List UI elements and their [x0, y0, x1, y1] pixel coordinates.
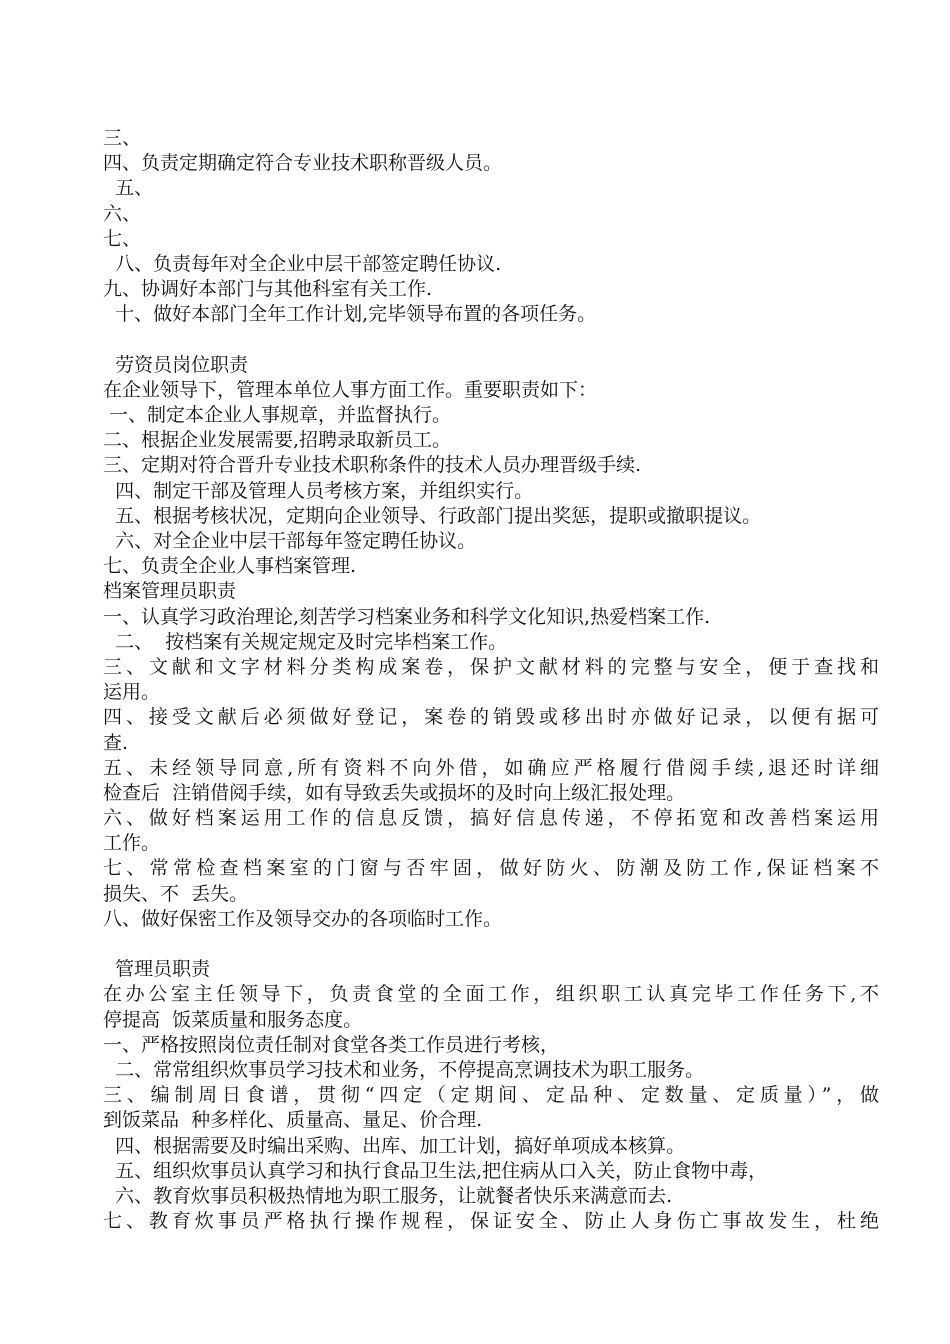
- duty-item: 三、: [103, 127, 142, 149]
- duty-item: 五、组织炊事员认真学习和执行食品卫生法,把住病从口入关，防止食物中毒，: [103, 1159, 768, 1182]
- duty-item: 六、做好档案运用工作的信息反馈，搞好信息传递，不停拓宽和改善档案运用: [103, 807, 879, 830]
- duty-item: 七、教育炊事员严格执行操作规程，保证安全、防止人身伤亡事故发生，杜绝: [103, 1210, 879, 1233]
- document-body: [103, 126, 879, 1234]
- archive-clerk-section: [103, 579, 879, 932]
- duty-item: 三、编制周日食谱，贯彻“四定（定期间、定品种、定数量、定质量）”，做: [103, 1084, 879, 1107]
- duty-item: 二、常常组织炊事员学习技术和业务，不停提高烹调技术为职工服务。: [103, 1058, 705, 1081]
- duty-item: 十、做好本部门全年工作计划,完毕领导布置的各项任务。: [103, 303, 597, 326]
- section-title: 劳资员岗位职责: [103, 353, 249, 376]
- duty-item-continued: 损失、不 丢失。: [103, 882, 249, 905]
- duty-item-continued: 检查后 注销借阅手续，如有导致丢失或损坏的及时向上级汇报处理。: [103, 781, 686, 804]
- section-title: 管理员职责: [103, 958, 211, 981]
- duty-item: 五、: [103, 177, 154, 200]
- duty-item: 六、: [103, 202, 142, 225]
- duty-item: 七、: [103, 227, 142, 250]
- duty-item: 四、负责定期确定符合专业技术职称晋级人员。: [103, 152, 503, 175]
- labor-clerk-section: [103, 353, 879, 580]
- duty-item: 三、定期对符合晋升专业技术职称条件的技术人员办理晋级手续.: [103, 454, 642, 477]
- duty-item-continued: 查.: [103, 731, 129, 754]
- duty-item: 五、根据考核状况，定期向企业领导、行政部门提出奖惩，提职或撤职提议。: [103, 504, 762, 527]
- duty-item: 四、制定干部及管理人员考核方案，并组织实行。: [103, 479, 534, 502]
- duty-item: 六、对全企业中层干部每年签定聘任协议。: [103, 530, 477, 552]
- duty-item: 四、根据需要及时编出采购、出库、加工计划，搞好单项成本核算。: [103, 1134, 686, 1157]
- duty-item: 八、做好保密工作及领导交办的各项临时工作。: [103, 907, 503, 930]
- section-spacer: [103, 932, 879, 957]
- duty-item: 六、教育炊事员积极热情地为职工服务，让就餐者快乐来满意而去.: [103, 1184, 673, 1207]
- section-intro-continued: 停提高 饭菜质量和服务态度。: [103, 1008, 363, 1031]
- duty-item: 七、常常检查档案室的门窗与否牢固，做好防火、防潮及防工作,保证档案不: [103, 857, 879, 880]
- duty-item: 一、制定本企业人事规章，并监督执行。: [103, 404, 452, 427]
- section-title: 档案管理员职责: [103, 580, 237, 603]
- duty-item: 七、负责全企业人事档案管理.: [103, 555, 357, 578]
- manager-section: [103, 957, 879, 1234]
- duty-item: 九、协调好本部门与其他科室有关工作.: [103, 278, 433, 301]
- duty-item: 八、负责每年对全企业中层干部签定聘任协议.: [103, 252, 502, 275]
- duty-item: 一、严格按照岗位责任制对食堂各类工作员进行考核，: [103, 1033, 560, 1056]
- duty-item: 二、 按档案有关规定规定及时完毕档案工作。: [103, 630, 508, 653]
- duty-item: 一、认真学习政治理论,刻苦学习档案业务和科学文化知识,热爱档案工作.: [103, 605, 711, 628]
- duty-item: 四、接受文献后必须做好登记，案卷的销毁或移出时亦做好记录，以便有据可: [103, 706, 879, 729]
- duty-item-continued: 到饭菜品 种多样化、质量高、量足、价合理.: [103, 1109, 483, 1132]
- duty-item-continued: 工作。: [103, 832, 161, 855]
- duty-item: 三、文献和文字材料分类构成案卷，保护文献材料的完整与安全，便于查找和: [103, 655, 879, 678]
- duty-item-continued: 运用。: [103, 681, 161, 704]
- section-intro: 在企业领导下，管理本单位人事方面工作。重要职责如下：: [103, 378, 598, 401]
- duty-item: 二、根据企业发展需要,招聘录取新员工。: [103, 429, 452, 452]
- duty-item: 五、未经领导同意,所有资料不向外借，如确应严格履行借阅手续,退还时详细: [103, 756, 879, 779]
- section-intro: 在办公室主任领导下，负责食堂的全面工作，组织职工认真完毕工作任务下,不: [103, 983, 879, 1006]
- section-spacer: [103, 328, 879, 353]
- department-duties-list: [103, 126, 879, 328]
